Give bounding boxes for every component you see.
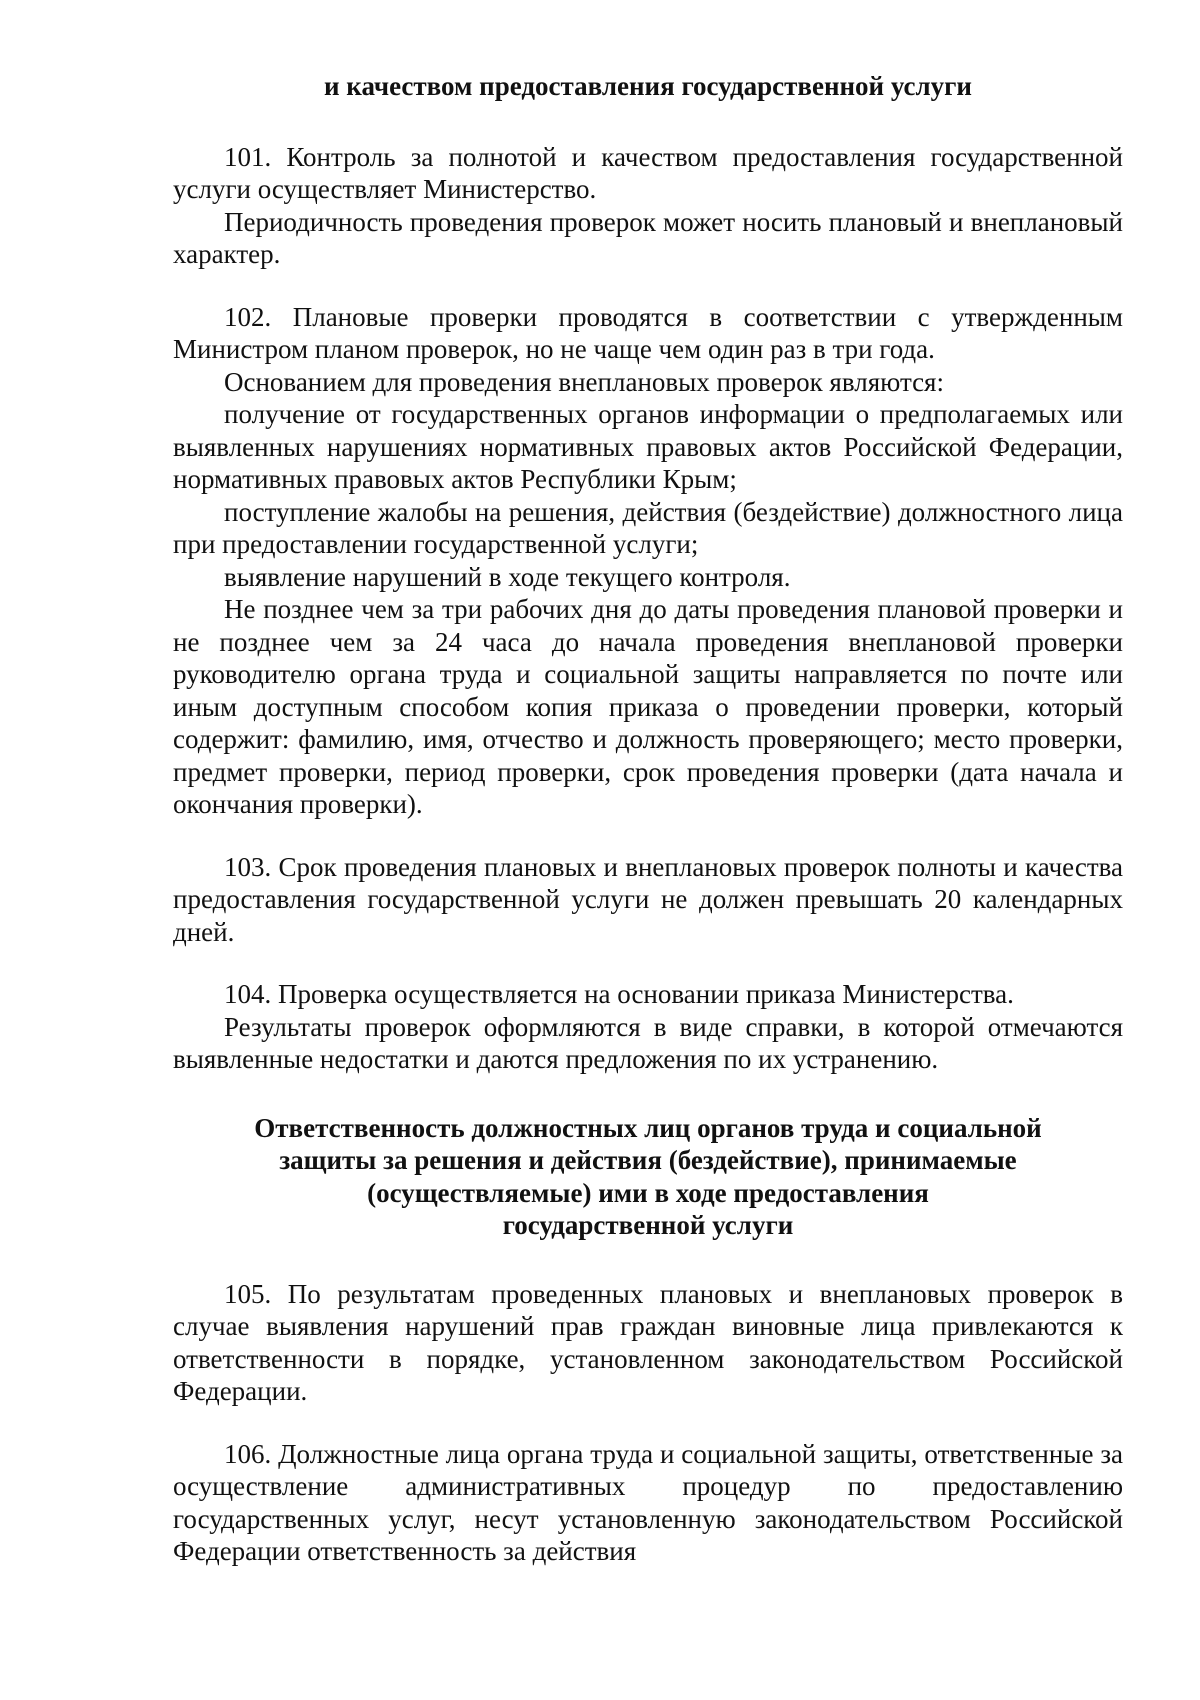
paragraph-103: 103. Срок проведения плановых и внеплановых проверок полноты и качества предоставления государственной услуги не должен превышать 20 календарных дней. <box>173 851 1123 947</box>
paragraph-gap <box>173 271 1123 301</box>
paragraph-102-ground-info: получение от государственных органов информации о предполагаемых или выявленных нарушениях нормативных правовых актов Российской Федерации, нормативных правовых актов Республики Крым; <box>173 399 1123 494</box>
paragraph-102-ground-complaint: поступление жалобы на решения, действия (бездействие) должностного лица при предоставлении государственной услуги; <box>173 496 1123 559</box>
section-heading-responsibility <box>173 1112 1123 1242</box>
document-page <box>173 70 1123 1568</box>
paragraph-102-grounds: Основанием для проведения внеплановых проверок являются: <box>224 366 944 397</box>
paragraph-104-results: Результаты проверок оформляются в виде справки, в которой отмечаются выявленные недостатки и даются предложения по их устранению. <box>173 1011 1123 1074</box>
paragraph-101-periodicity: Периодичность проведения проверок может носить плановый и внеплановый характер. <box>173 206 1123 269</box>
paragraph-102: 102. Плановые проверки проводятся в соответствии с утвержденным Министром планом проверок, но не чаще чем один раз в три года. <box>173 301 1123 364</box>
paragraph-gap <box>173 1408 1123 1438</box>
section-heading-line: (осуществляемые) ими в ходе предоставления <box>367 1177 929 1208</box>
section-heading-line: защиты за решения и действия (бездействие), принимаемые <box>279 1145 1017 1175</box>
paragraph-101: 101. Контроль за полнотой и качеством предоставления государственной услуги осуществляет Министерство. <box>173 141 1123 204</box>
paragraph-gap <box>173 948 1123 978</box>
paragraph-105: 105. По результатам проведенных плановых и внеплановых проверок в случае выявления нарушений прав граждан виновные лица привлекаются к ответственности в порядке, установленном законодательством Российской Федерации. <box>173 1278 1123 1406</box>
paragraph-102-notice: Не позднее чем за три рабочих дня до даты проведения плановой проверки и не позднее чем за 24 часа до начала проведения внеплановой проверки руководителю органа труда и социальной защиты направляется по почте или иным доступным способом копия приказа о проведении проверки, который содержит: фамилию, имя, отчество и должность проверяющего; место проверки, предмет проверки, период проверки, срок проведения проверки (дата начала и окончания проверки). <box>173 594 1123 819</box>
paragraph-102-ground-control: выявление нарушений в ходе текущего контроля. <box>224 561 791 592</box>
section-heading-control: и качеством предоставления государственной услуги <box>324 71 972 101</box>
paragraph-106: 106. Должностные лица органа труда и социальной защиты, ответственные за осуществление административных процедур по предоставлению государственных услуг, несут установленную законодательством Российской Федерации ответственность за действия <box>173 1438 1123 1566</box>
section-heading-line: Ответственность должностных лиц органов труда и социальной <box>254 1112 1042 1143</box>
paragraph-104: 104. Проверка осуществляется на основании приказа Министерства. <box>224 979 1014 1009</box>
paragraph-gap <box>173 821 1123 851</box>
section-heading-line: государственной услуги <box>502 1210 794 1240</box>
